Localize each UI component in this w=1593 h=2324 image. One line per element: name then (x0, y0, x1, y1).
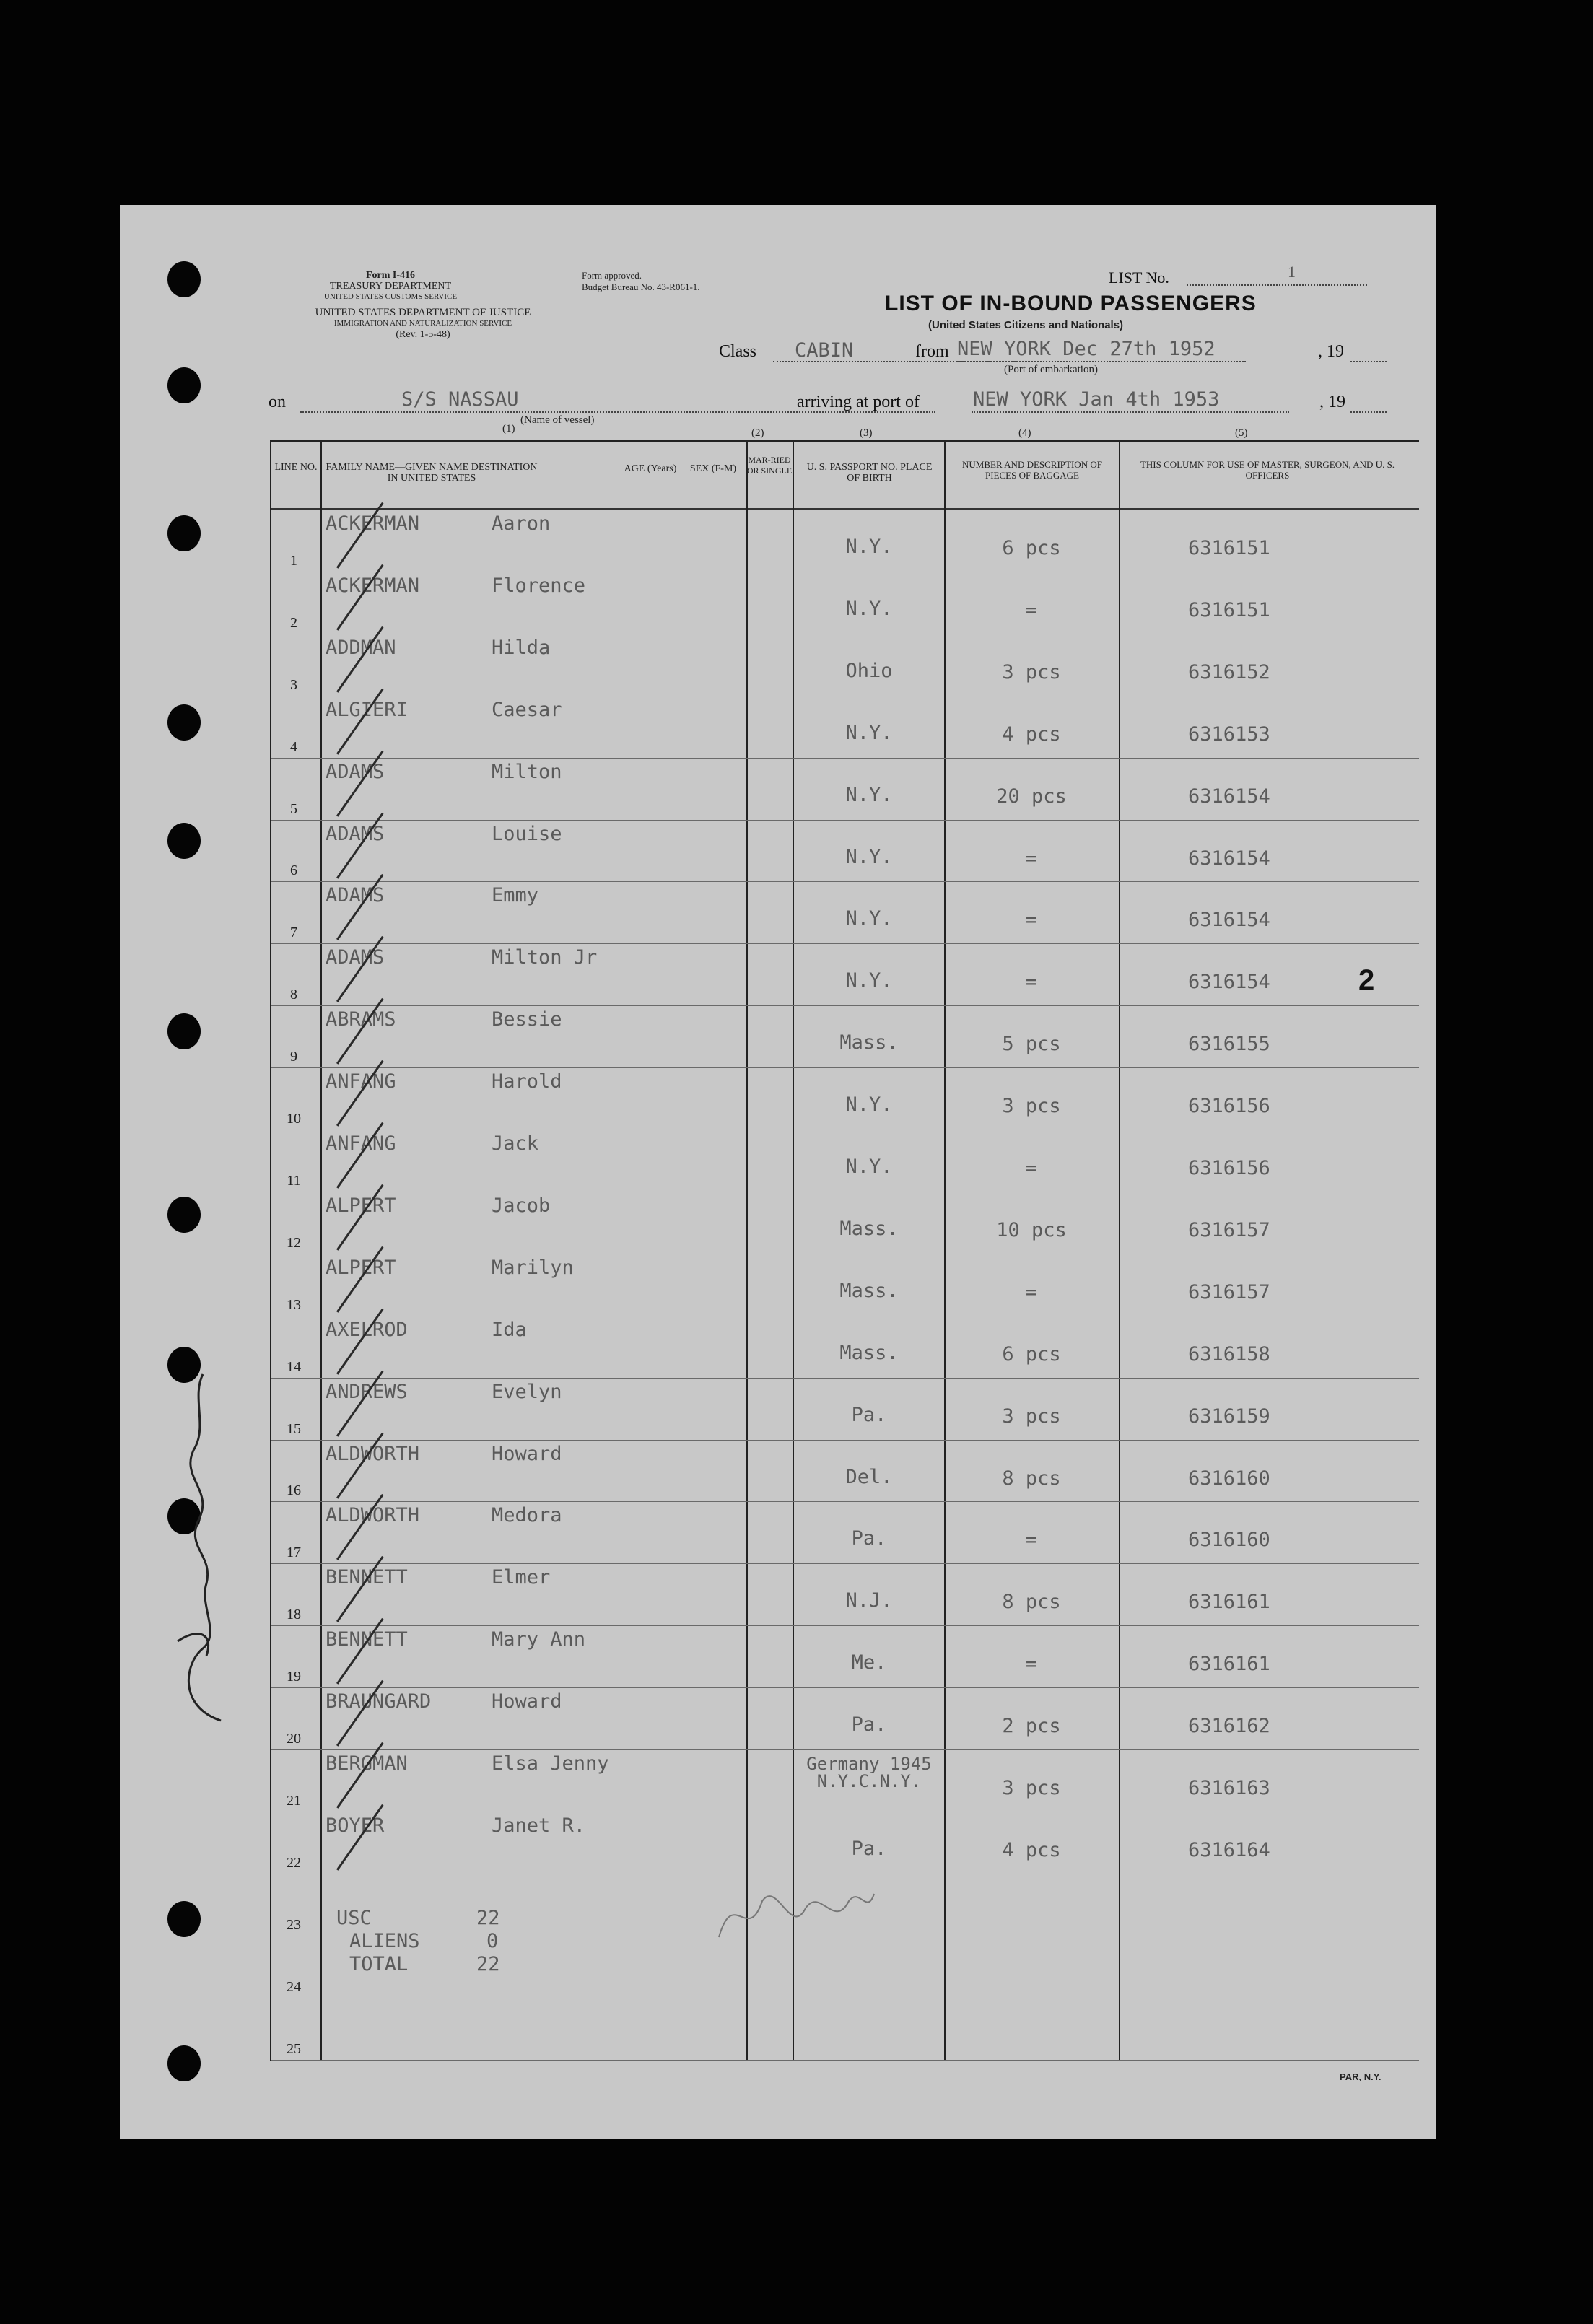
given-name: Janet R. (492, 1814, 586, 1837)
year-suffix-2: , 19 (1319, 393, 1345, 411)
baggage: = (1025, 1157, 1038, 1179)
place-of-birth: N.J. (845, 1589, 893, 1612)
row-rule (271, 1067, 1419, 1068)
given-name: Milton Jr (492, 946, 598, 969)
baggage: = (1025, 1281, 1038, 1303)
row-rule (271, 943, 1419, 944)
line-number: 18 (287, 1607, 301, 1622)
line-number: 25 (287, 2041, 301, 2057)
punch-hole (167, 1013, 201, 1049)
baggage: 6 pcs (1002, 1343, 1061, 1366)
header-name: FAMILY NAME—GIVEN NAME DESTINATION IN UNITED STATES (326, 462, 538, 484)
place-of-birth: N.Y. (845, 598, 893, 620)
given-name: Milton (492, 761, 562, 783)
family-name: ANDREWS (326, 1381, 408, 1403)
officer-number: 6316157 (1188, 1219, 1270, 1241)
given-name: Caesar (492, 699, 562, 721)
arriving-line (972, 411, 1289, 413)
officer-number: 6316161 (1188, 1653, 1270, 1675)
place-of-birth: N.Y. (845, 1156, 893, 1178)
row-rule (271, 820, 1419, 821)
punch-hole (167, 704, 201, 741)
col-number: (1) (502, 423, 515, 434)
col-number: (3) (860, 427, 873, 439)
from-label: from (915, 342, 949, 361)
punch-hole (167, 1197, 201, 1233)
officer-number: 6316154 (1188, 909, 1270, 931)
family-name: ANFANG (326, 1070, 396, 1093)
baggage: 4 pcs (1002, 1839, 1061, 1861)
given-name: Mary Ann (492, 1628, 586, 1651)
col-number: (5) (1235, 427, 1248, 439)
row-rule (271, 881, 1419, 882)
from-line (957, 361, 1246, 362)
place-of-birth: N.Y. (845, 784, 893, 806)
given-name: Medora (492, 1504, 562, 1526)
row-rule (271, 1687, 1419, 1688)
given-name: Howard (492, 1443, 562, 1465)
list-no-line (1187, 284, 1367, 286)
line-number: 4 (290, 739, 297, 755)
given-name: Louise (492, 823, 562, 845)
manifest-sheet (120, 205, 1436, 2139)
given-name: Evelyn (492, 1381, 562, 1403)
aliens-value: 0 (486, 1930, 499, 1952)
row-rule (271, 1501, 1419, 1502)
officer-number: 6316164 (1188, 1839, 1270, 1861)
given-name: Marilyn (492, 1257, 574, 1279)
line-number: 11 (287, 1173, 301, 1189)
baggage: 3 pcs (1002, 1405, 1061, 1428)
line-number: 14 (287, 1359, 301, 1375)
header-passport: U. S. PASSPORT NO. PLACE OF BIRTH (806, 462, 933, 484)
given-name: Howard (492, 1690, 562, 1713)
table-edge (270, 440, 271, 2061)
given-name: Bessie (492, 1008, 562, 1031)
col-divider (320, 440, 322, 2061)
col-number: (2) (751, 427, 764, 439)
officer-number: 6316154 (1188, 847, 1270, 870)
family-name: ALGIERI (326, 699, 408, 721)
place-of-birth: Del. (845, 1466, 893, 1488)
family-name: ADDMAN (326, 637, 396, 659)
line-number: 7 (290, 925, 297, 940)
officer-number: 6316155 (1188, 1033, 1270, 1055)
line-number: 9 (290, 1049, 297, 1065)
header-officers: THIS COLUMN FOR USE OF MASTER, SURGEON, AND U. S. OFFICERS (1140, 459, 1395, 481)
col-divider (793, 440, 794, 2061)
officer-number: 6316163 (1188, 1777, 1270, 1799)
officer-number: 6316158 (1188, 1343, 1270, 1366)
family-name: BERGMAN (326, 1752, 408, 1775)
row-rule (271, 1440, 1419, 1441)
given-name: Aaron (492, 512, 551, 535)
family-name: ANFANG (326, 1132, 396, 1155)
arriving-label: arriving at port of (797, 393, 920, 411)
punch-hole (167, 515, 201, 551)
baggage: = (1025, 971, 1038, 993)
place-of-birth: Mass. (839, 1342, 899, 1364)
baggage: 4 pcs (1002, 723, 1061, 746)
class-label: Class (719, 342, 757, 361)
printer-mark: PAR, N.Y. (1340, 2071, 1382, 2082)
row-rule (271, 1625, 1419, 1626)
line-number: 16 (287, 1482, 301, 1498)
line-number: 6 (290, 862, 297, 878)
baggage: = (1025, 1653, 1038, 1675)
officer-number: 6316151 (1188, 537, 1270, 559)
punch-hole (167, 823, 201, 859)
table-top-rule (270, 440, 1419, 442)
page-title: LIST OF IN-BOUND PASSENGERS (885, 292, 1257, 315)
family-name: BENNETT (326, 1566, 408, 1589)
margin-signature (134, 1331, 243, 1735)
baggage: 2 pcs (1002, 1715, 1061, 1737)
year-line-2 (1350, 411, 1387, 413)
officer-number: 6316154 (1188, 785, 1270, 808)
officer-initials (712, 1872, 885, 1952)
punch-hole (167, 1901, 201, 1937)
header-sex: SEX (F-M) (689, 463, 737, 474)
family-name: ABRAMS (326, 1008, 396, 1031)
baggage: = (1025, 909, 1038, 931)
line-number: 17 (287, 1545, 301, 1560)
vessel-caption: (Name of vessel) (520, 414, 595, 426)
punch-hole (167, 367, 201, 403)
officer-number: 6316152 (1188, 661, 1270, 683)
family-name: ADAMS (326, 823, 385, 845)
place-of-birth: N.Y. (845, 722, 893, 744)
usc-label: USC (336, 1907, 372, 1929)
place-of-birth: Germany 1945 N.Y.C.N.Y. (806, 1754, 932, 1791)
officer-number: 6316153 (1188, 723, 1270, 746)
line-number: 5 (290, 801, 297, 817)
place-of-birth: Mass. (839, 1031, 899, 1054)
row-rule (271, 758, 1419, 759)
place-of-birth: Pa. (851, 1404, 887, 1426)
given-name: Ida (492, 1319, 527, 1341)
col-divider (746, 440, 748, 2061)
family-name: AXELROD (326, 1319, 408, 1341)
form-block: Form I-416 TREASURY DEPARTMENT UNITED STATES CUSTOMS SERVICE (323, 270, 458, 301)
line-number: 23 (287, 1917, 301, 1933)
margin-mark: 2 (1358, 964, 1375, 996)
baggage: 8 pcs (1002, 1591, 1061, 1613)
family-name: ADAMS (326, 946, 385, 969)
place-of-birth: N.Y. (845, 846, 893, 868)
year-line (1350, 361, 1387, 362)
place-of-birth: Pa. (851, 1838, 887, 1860)
row-rule (271, 1749, 1419, 1750)
header-age: AGE (Years) (624, 463, 677, 474)
officer-number: 6316161 (1188, 1591, 1270, 1613)
line-number: 13 (287, 1297, 301, 1313)
baggage: 20 pcs (996, 785, 1067, 808)
baggage: 3 pcs (1002, 1095, 1061, 1117)
row-rule (271, 1563, 1419, 1564)
place-of-birth: Mass. (839, 1218, 899, 1240)
arriving-value: NEW YORK Jan 4th 1953 (973, 388, 1220, 411)
officer-number: 6316156 (1188, 1095, 1270, 1117)
given-name: Jack (492, 1132, 539, 1155)
family-name: BOYER (326, 1814, 385, 1837)
officer-number: 6316159 (1188, 1405, 1270, 1428)
given-name: Elmer (492, 1566, 551, 1589)
baggage: 3 pcs (1002, 1777, 1061, 1799)
family-name: BENNETT (326, 1628, 408, 1651)
family-name: BRAUNGARD (326, 1690, 432, 1713)
given-name: Harold (492, 1070, 562, 1093)
list-no-label: LIST No. (1109, 268, 1169, 287)
family-name: ALPERT (326, 1194, 396, 1217)
line-number: 1 (290, 553, 297, 569)
baggage: = (1025, 599, 1038, 621)
from-value: NEW YORK Dec 27th 1952 (957, 338, 1216, 360)
line-number: 12 (287, 1235, 301, 1251)
line-number: 3 (290, 677, 297, 693)
total-label: TOTAL (349, 1953, 409, 1975)
line-number: 24 (287, 1979, 301, 1995)
officer-number: 6316157 (1188, 1281, 1270, 1303)
family-name: ADAMS (326, 884, 385, 907)
family-name: ACKERMAN (326, 575, 420, 597)
place-of-birth: Pa. (851, 1713, 887, 1736)
officer-number: 6316162 (1188, 1715, 1270, 1737)
family-name: ACKERMAN (326, 512, 420, 535)
place-of-birth: Mass. (839, 1280, 899, 1302)
place-of-birth: N.Y. (845, 1093, 893, 1116)
given-name: Hilda (492, 637, 551, 659)
officer-number: 6316151 (1188, 599, 1270, 621)
line-number: 2 (290, 615, 297, 631)
baggage: = (1025, 847, 1038, 870)
header-bottom-rule (270, 508, 1419, 510)
given-name: Elsa Jenny (492, 1752, 609, 1775)
baggage: 10 pcs (996, 1219, 1067, 1241)
list-no-value: 1 (1288, 263, 1296, 281)
baggage: 3 pcs (1002, 661, 1061, 683)
row-rule (271, 2060, 1419, 2061)
row-rule (271, 1005, 1419, 1006)
officer-number: 6316154 (1188, 971, 1270, 993)
line-number: 15 (287, 1421, 301, 1437)
place-of-birth: Pa. (851, 1527, 887, 1550)
place-of-birth: N.Y. (845, 969, 893, 992)
header-married: MAR-RIED OR SINGLE (746, 455, 793, 476)
punch-hole (167, 261, 201, 297)
line-number: 21 (287, 1793, 301, 1809)
given-name: Jacob (492, 1194, 551, 1217)
baggage: 8 pcs (1002, 1467, 1061, 1490)
class-value: CABIN (795, 339, 854, 362)
place-of-birth: N.Y. (845, 907, 893, 930)
approval-note: Form approved. Budget Bureau No. 43-R061-1. (582, 270, 700, 292)
place-of-birth: Ohio (845, 660, 893, 682)
line-number: 8 (290, 987, 297, 1002)
port-caption: (Port of embarkation) (1004, 364, 1098, 375)
aliens-label: ALIENS (349, 1930, 420, 1952)
justice-block: UNITED STATES DEPARTMENT OF JUSTICE IMMIGRATION AND NATURALIZATION SERVICE (Rev. 1-5-48) (315, 307, 531, 340)
header-line-no: LINE NO. (274, 462, 318, 473)
line-number: 19 (287, 1669, 301, 1685)
page-subtitle: (United States Citizens and Nationals) (928, 319, 1124, 331)
family-name: ALDWORTH (326, 1443, 420, 1465)
year-suffix: , 19 (1318, 342, 1344, 361)
officer-number: 6316156 (1188, 1157, 1270, 1179)
family-name: ALDWORTH (326, 1504, 420, 1526)
on-label: on (269, 393, 286, 411)
line-number: 10 (287, 1111, 301, 1127)
line-number: 22 (287, 1855, 301, 1871)
row-rule (271, 1378, 1419, 1379)
punch-hole (167, 2045, 201, 2081)
col-divider (1119, 440, 1120, 2061)
col-number: (4) (1018, 427, 1031, 439)
line-number: 20 (287, 1731, 301, 1747)
baggage: = (1025, 1529, 1038, 1551)
usc-value: 22 (476, 1907, 500, 1929)
baggage: 5 pcs (1002, 1033, 1061, 1055)
family-name: ALPERT (326, 1257, 396, 1279)
officer-number: 6316160 (1188, 1529, 1270, 1551)
header-baggage: NUMBER AND DESCRIPTION OF PIECES OF BAGGAGE (962, 459, 1102, 481)
place-of-birth: N.Y. (845, 536, 893, 558)
family-name: ADAMS (326, 761, 385, 783)
baggage: 6 pcs (1002, 537, 1061, 559)
given-name: Florence (492, 575, 586, 597)
given-name: Emmy (492, 884, 539, 907)
vessel-value: S/S NASSAU (401, 388, 519, 411)
officer-number: 6316160 (1188, 1467, 1270, 1490)
place-of-birth: Me. (851, 1651, 887, 1674)
total-value: 22 (476, 1953, 500, 1975)
